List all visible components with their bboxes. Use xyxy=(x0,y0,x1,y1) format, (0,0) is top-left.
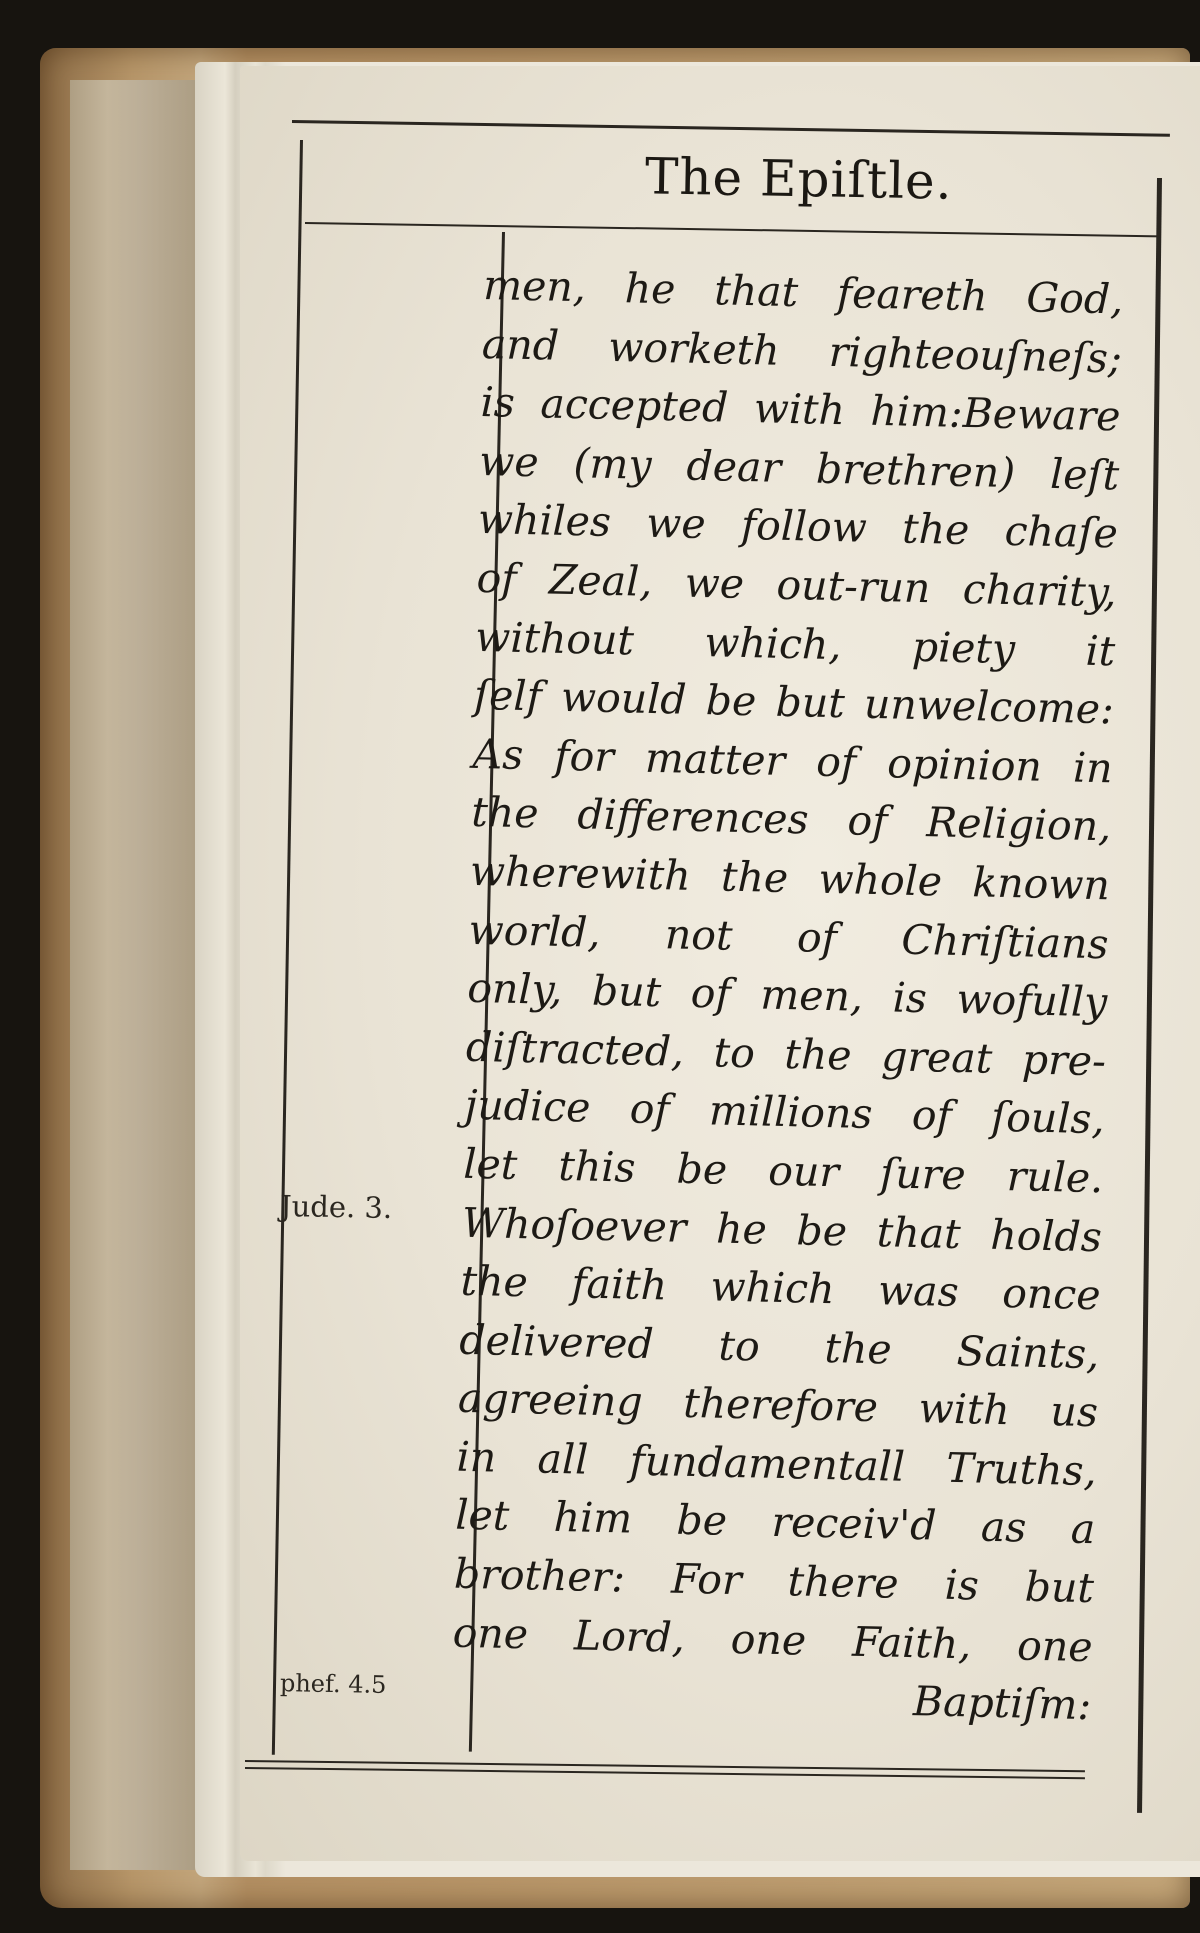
text-line: agreeing therefore with us xyxy=(457,1373,1099,1437)
text-line: without which, piety it xyxy=(474,612,1116,675)
text-line: the faith which was once xyxy=(460,1256,1102,1320)
text-line: of Zeal, we out-run charity, xyxy=(476,553,1118,617)
text-line: is accepted with him:Beware xyxy=(480,378,1122,441)
text-line: As for matter of opinion in xyxy=(472,729,1114,793)
text-line: let this be our ſure rule. xyxy=(462,1139,1104,1203)
text-line: one Lord, one Faith, one xyxy=(452,1608,1094,1671)
margin-note-jude: Jude. 3. xyxy=(279,1189,393,1225)
text-line: diſtracted, to the great pre- xyxy=(465,1022,1107,1086)
facing-page-edge xyxy=(70,80,195,1870)
running-head: The Epiſtle. xyxy=(644,147,954,211)
text-line: delivered to the Saints, xyxy=(458,1315,1100,1378)
text-line: the differences of Religion, xyxy=(470,788,1112,851)
margin-note-ephes: phef. 4.5 xyxy=(279,1669,387,1699)
text-line: wherewith the whole known xyxy=(469,846,1111,910)
text-line: let him be receiv'd as a xyxy=(454,1491,1096,1554)
text-line: in all fundamentall Truths, xyxy=(456,1432,1098,1496)
text-line: Whoſoever he be that holds xyxy=(461,1198,1103,1261)
text-line: brother: For there is but xyxy=(453,1549,1095,1613)
catchword-line: Baptiſm: xyxy=(912,1677,1092,1730)
text-line: we (my dear brethren) leſt xyxy=(478,436,1120,500)
text-line: only, but of men, is wofully xyxy=(466,963,1108,1027)
text-line: judice of millions of ſouls, xyxy=(464,1081,1106,1144)
body-text xyxy=(451,256,1154,1736)
text-line: men, he that feareth God, xyxy=(482,260,1124,324)
text-line: whiles we follow the chaſe xyxy=(477,495,1119,558)
text-line: and worketh righteouſneſs; xyxy=(481,319,1123,383)
text-line: world, not of Chriſtians xyxy=(468,905,1110,968)
text-line: ſelf would be but unwelcome: xyxy=(473,671,1115,734)
